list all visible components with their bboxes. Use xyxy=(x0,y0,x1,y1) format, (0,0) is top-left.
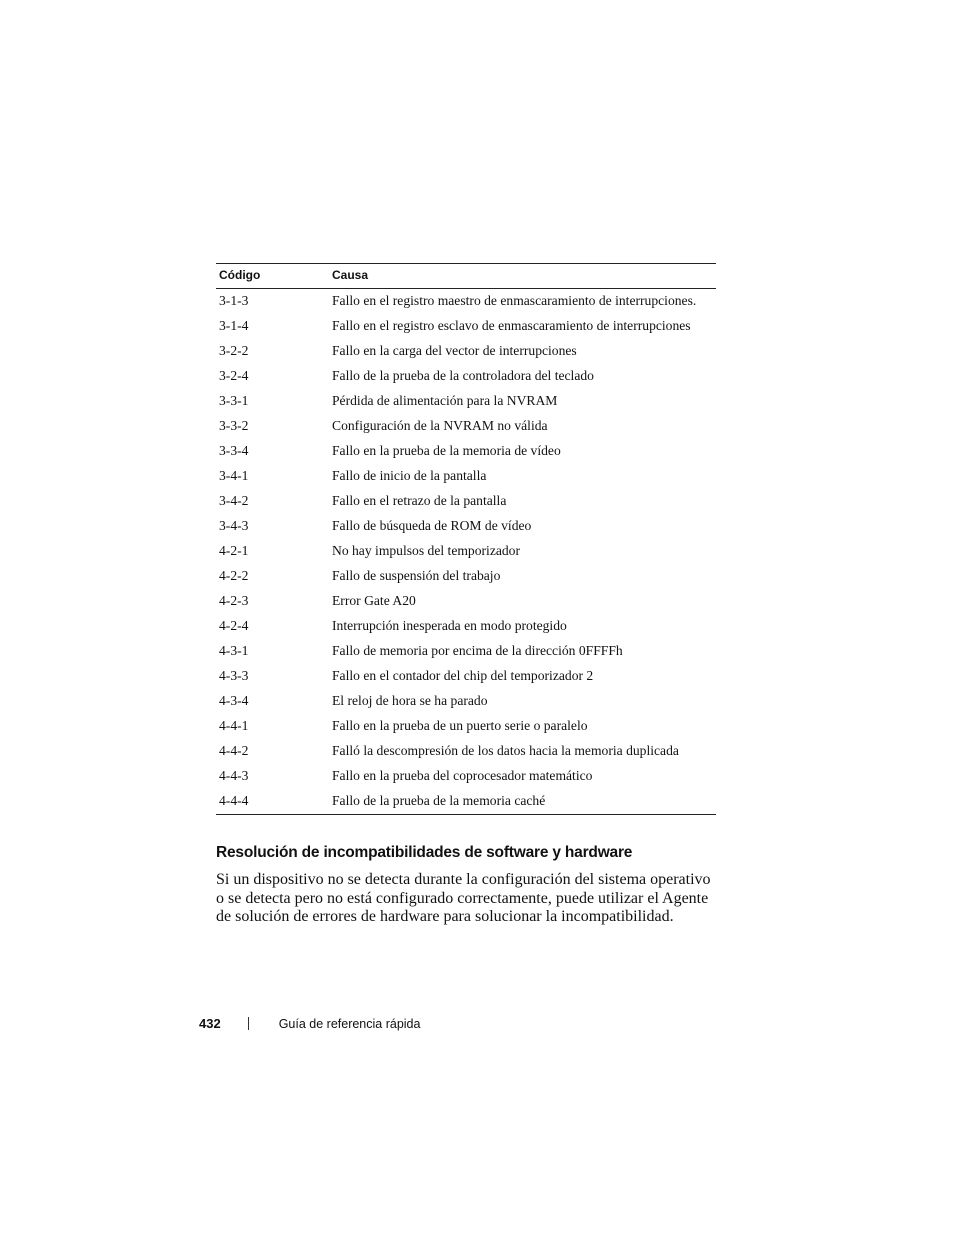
cell-cause: Fallo de memoria por encima de la dirección 0FFFFh xyxy=(332,643,623,658)
cell-cause: Fallo en el contador del chip del temporizador 2 xyxy=(332,668,594,683)
footer-title: Guía de referencia rápida xyxy=(278,1017,421,1031)
cell-code: 3-1-4 xyxy=(219,318,249,333)
cell-cause: Interrupción inesperada en modo protegido xyxy=(332,618,567,633)
cell-cause: El reloj de hora se ha parado xyxy=(332,693,488,708)
header-cause: Causa xyxy=(332,264,716,289)
header-code: Código xyxy=(216,264,332,289)
cell-code: 4-3-3 xyxy=(219,668,249,683)
cell-cause: Fallo en la prueba de la memoria de vídeo xyxy=(332,443,561,458)
cell-code: 3-4-3 xyxy=(219,518,249,533)
table-row xyxy=(216,714,716,739)
table-row xyxy=(216,639,716,664)
cell-code: 3-3-2 xyxy=(219,418,249,433)
cell-code: 4-2-1 xyxy=(219,543,249,558)
table-row xyxy=(216,614,716,639)
cell-cause: Configuración de la NVRAM no válida xyxy=(332,418,548,433)
section-body: Si un dispositivo no se detecta durante la configuración del sistema operativo o se detecta pero no está configurado correctamente, puede utilizar el Agente de solución de errores de hardware para solucionar la incompatibilidad. xyxy=(216,871,711,925)
table-row xyxy=(216,364,716,389)
table-row xyxy=(216,414,716,439)
cell-code: 4-3-1 xyxy=(219,643,249,658)
cell-cause: Fallo en la prueba de un puerto serie o paralelo xyxy=(332,718,588,733)
table-row xyxy=(216,464,716,489)
page-footer xyxy=(199,1015,420,1033)
cell-code: 4-4-1 xyxy=(219,718,249,733)
cell-code: 3-4-2 xyxy=(219,493,249,508)
cell-cause: Fallo de búsqueda de ROM de vídeo xyxy=(332,518,532,533)
cell-cause: Falló la descompresión de los datos hacia la memoria duplicada xyxy=(332,743,679,758)
table-row xyxy=(216,589,716,614)
cell-cause: Pérdida de alimentación para la NVRAM xyxy=(332,393,558,408)
cell-code: 4-2-2 xyxy=(219,568,249,583)
table-body xyxy=(216,289,716,815)
page-number: 432 xyxy=(199,1016,221,1031)
table-row xyxy=(216,764,716,789)
cell-cause: Fallo en la prueba del coprocesador matemático xyxy=(332,768,593,783)
table-row xyxy=(216,439,716,464)
cell-cause: Fallo de la prueba de la memoria caché xyxy=(332,793,546,808)
cell-cause: Fallo de suspensión del trabajo xyxy=(332,568,501,583)
section-title: Resolución de incompatibilidades de software y hardware xyxy=(216,844,633,861)
cell-cause: Fallo en la carga del vector de interrupciones xyxy=(332,343,577,358)
cell-code: 3-3-4 xyxy=(219,443,249,458)
table-row xyxy=(216,314,716,339)
cell-code: 3-2-4 xyxy=(219,368,249,383)
cell-code: 3-2-2 xyxy=(219,343,249,358)
table-row xyxy=(216,564,716,589)
table-row xyxy=(216,739,716,764)
table-row xyxy=(216,514,716,539)
cell-code: 4-2-3 xyxy=(219,593,249,608)
cell-code: 3-3-1 xyxy=(219,393,249,408)
beep-code-table xyxy=(216,263,716,815)
table-row xyxy=(216,389,716,414)
cell-code: 3-1-3 xyxy=(219,293,249,308)
cell-cause: Fallo de la prueba de la controladora del teclado xyxy=(332,368,594,383)
table-row xyxy=(216,789,716,815)
cell-cause: Fallo en el retrazo de la pantalla xyxy=(332,493,507,508)
footer-separator xyxy=(248,1017,249,1030)
table-row xyxy=(216,289,716,315)
cell-cause: Error Gate A20 xyxy=(332,593,416,608)
table-header-row xyxy=(216,264,716,289)
table-row xyxy=(216,539,716,564)
table-row xyxy=(216,339,716,364)
cell-code: 4-4-2 xyxy=(219,743,249,758)
cell-code: 4-3-4 xyxy=(219,693,249,708)
cell-cause: Fallo en el registro esclavo de enmascaramiento de interrupciones xyxy=(332,318,691,333)
table-row xyxy=(216,489,716,514)
table-row xyxy=(216,689,716,714)
cell-code: 4-4-3 xyxy=(219,768,249,783)
cell-cause: Fallo de inicio de la pantalla xyxy=(332,468,487,483)
cell-code: 3-4-1 xyxy=(219,468,249,483)
cell-code: 4-4-4 xyxy=(219,793,249,808)
cell-cause: No hay impulsos del temporizador xyxy=(332,543,521,558)
cell-cause: Fallo en el registro maestro de enmascaramiento de interrupciones. xyxy=(332,293,697,308)
cell-code: 4-2-4 xyxy=(219,618,249,633)
table-row xyxy=(216,664,716,689)
